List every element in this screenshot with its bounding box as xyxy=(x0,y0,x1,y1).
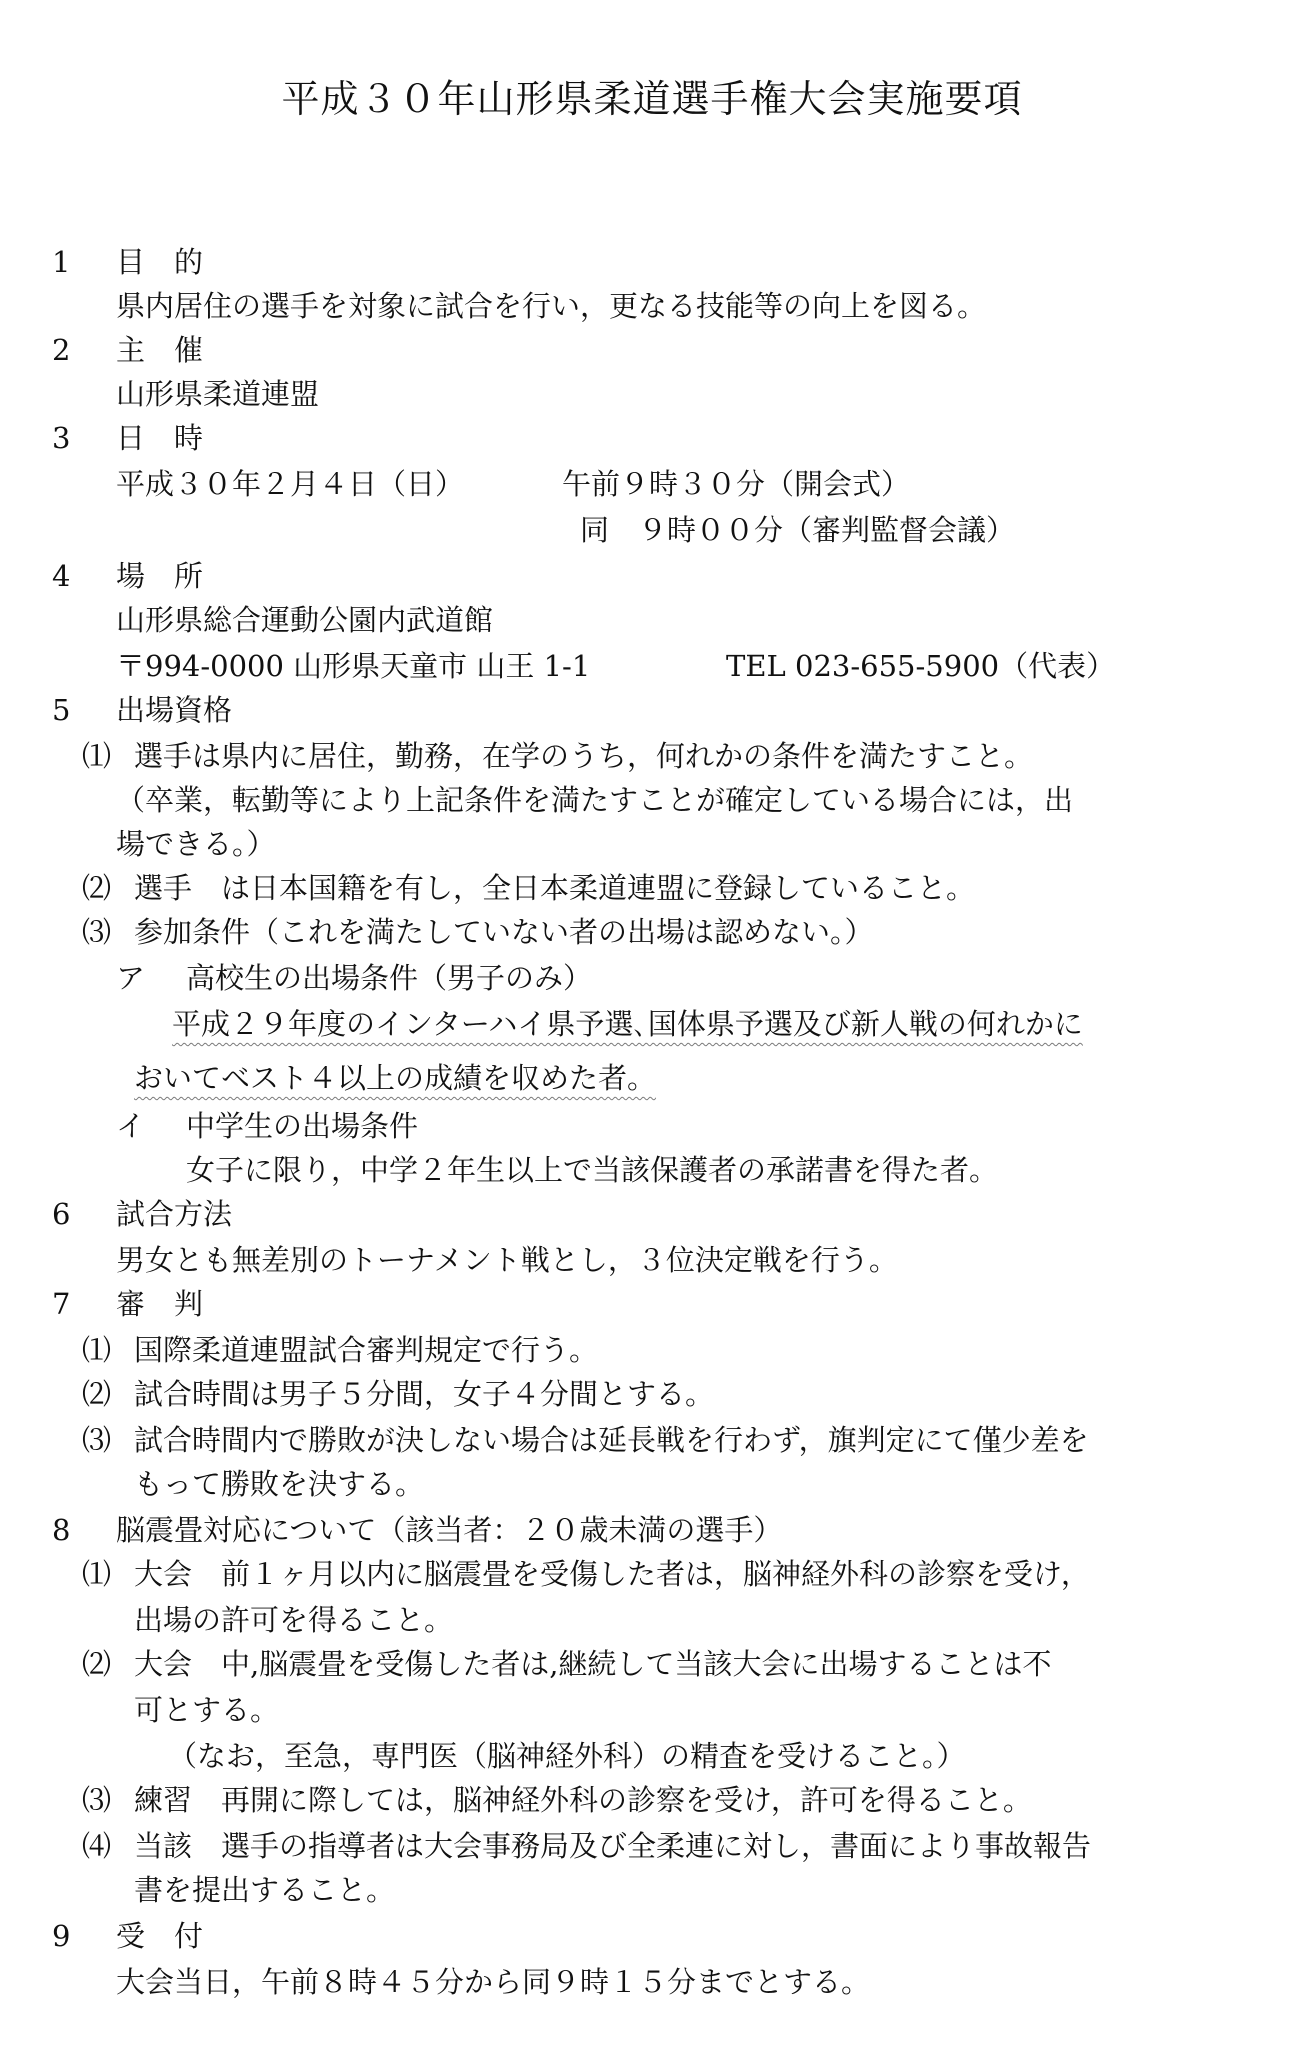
section-5-heading: 出場資格 xyxy=(116,693,233,727)
section-9-body: 大会当日，午前８時４５分から同９時１５分までとする。 xyxy=(116,1965,871,1999)
section-5-item-1-note-line-1: （卒業，転勤等により上記条件を満たすことが確定している場合には，出 xyxy=(116,783,1074,817)
section-7-item-3-number: ⑶ xyxy=(82,1423,112,1457)
section-3-time-meeting: 同 ９時００分（審判監督会議） xyxy=(580,513,1016,547)
section-3-time-opening: 午前９時３０分（開会式） xyxy=(562,467,911,501)
section-3-number: 3 xyxy=(52,421,71,455)
section-5-subitem-a-label: ア xyxy=(116,961,146,995)
section-8-item-2-line-1: 大会 中,脳震畳を受傷した者は,継続して当該大会に出場することは不 xyxy=(134,1647,1052,1681)
section-8-item-2-number: ⑵ xyxy=(82,1647,112,1681)
section-8-item-4-number: ⑷ xyxy=(82,1829,112,1863)
section-5-item-2-number: ⑵ xyxy=(82,871,112,905)
section-7-item-2-text: 試合時間は男子５分間，女子４分間とする。 xyxy=(134,1377,715,1411)
section-5-item-1-number: ⑴ xyxy=(82,739,112,773)
section-7-item-2-number: ⑵ xyxy=(82,1377,112,1411)
section-8-item-3-text: 練習 再開に際しては，脳神経外科の診察を受け，許可を得ること。 xyxy=(134,1783,1032,1817)
section-8-item-1-line-2: 出場の許可を得ること。 xyxy=(134,1603,454,1637)
section-7-item-3-line-1: 試合時間内で勝敗が決しない場合は延長戦を行わず，旗判定にて僅少差を xyxy=(134,1423,1089,1457)
section-5-item-3-text: 参加条件（これを満たしていない者の出場は認めない。） xyxy=(134,915,874,949)
section-number: 1 xyxy=(52,245,71,279)
section-2-number: 2 xyxy=(52,333,71,367)
section-5-item-1-text: 選手は県内に居住，勤務，在学のうち，何れかの条件を満たすこと。 xyxy=(134,739,1034,773)
section-8-number: 8 xyxy=(52,1513,71,1547)
section-5-subitem-a-body-line-2: おいてベスト４以上の成績を収めた者。 xyxy=(134,1061,657,1095)
section-3-date: 平成３０年２月４日（日） xyxy=(116,467,465,501)
section-8-item-4-line-1: 当該 選手の指導者は大会事務局及び全柔連に対し，書面により事故報告 xyxy=(134,1829,1092,1863)
section-7-item-1-number: ⑴ xyxy=(82,1333,112,1367)
section-7-item-3-line-2: もって勝敗を決する。 xyxy=(134,1467,425,1501)
section-8-item-3-number: ⑶ xyxy=(82,1783,112,1817)
section-7-item-1-text: 国際柔道連盟試合審判規定で行う。 xyxy=(134,1333,599,1367)
section-3-heading: 日 時 xyxy=(116,421,204,455)
section-9-number: 9 xyxy=(52,1919,71,1953)
section-5-number: 5 xyxy=(52,693,71,727)
section-9-heading: 受 付 xyxy=(116,1919,204,1953)
section-4-address: 〒994-0000 山形県天童市 山王 1-1 xyxy=(116,649,591,683)
section-5-item-1-note-line-2: 場できる。） xyxy=(116,827,276,861)
section-5-subitem-b-label: イ xyxy=(116,1109,146,1143)
section-2-heading: 主 催 xyxy=(116,333,204,367)
section-7-heading: 審 判 xyxy=(116,1287,204,1321)
section-6-heading: 試合方法 xyxy=(116,1197,233,1231)
section-8-item-4-line-2: 書を提出すること。 xyxy=(134,1873,396,1907)
section-4-heading: 場 所 xyxy=(116,559,204,593)
section-5-item-3-number: ⑶ xyxy=(82,915,112,949)
section-5-item-2-text: 選手 は日本国籍を有し，全日本柔道連盟に登録していること。 xyxy=(134,871,976,905)
section-6-body: 男女とも無差別のトーナメント戦とし，３位決定戦を行う。 xyxy=(116,1243,898,1277)
document-title: 平成３０年山形県柔道選手権大会実施要項 xyxy=(281,77,1023,121)
section-4-number: 4 xyxy=(52,559,71,593)
section-1-header xyxy=(52,242,70,282)
section-1-body: 県内居住の選手を対象に試合を行い，更なる技能等の向上を図る。 xyxy=(116,289,987,323)
section-2-body: 山形県柔道連盟 xyxy=(116,377,320,411)
section-5-subitem-b-text: 中学生の出場条件 xyxy=(186,1109,419,1143)
section-1-heading: 目 的 xyxy=(116,245,204,279)
section-4-venue: 山形県総合運動公園内武道館 xyxy=(116,603,494,637)
section-6-number: 6 xyxy=(52,1197,71,1231)
section-8-item-1-line-1: 大会 前１ヶ月以内に脳震畳を受傷した者は，脳神経外科の診察を受け， xyxy=(134,1557,1090,1591)
section-4-tel: TEL 023-655-5900（代表） xyxy=(726,649,1116,683)
section-5-subitem-b-body: 女子に限り，中学２年生以上で当該保護者の承諾書を得た者。 xyxy=(186,1153,999,1187)
section-8-item-1-number: ⑴ xyxy=(82,1557,112,1591)
section-7-number: 7 xyxy=(52,1287,71,1321)
section-5-subitem-a-body-line-1: 平成２９年度のインターハイ県予選､国体県予選及び新人戦の何れかに xyxy=(172,1007,1083,1041)
section-8-item-2-line-2: 可とする。 xyxy=(134,1693,280,1727)
section-8-item-2-note: （なお，至急，専門医（脳神経外科）の精査を受けること。） xyxy=(168,1739,966,1773)
section-8-heading: 脳震畳対応について（該当者：２０歳未満の選手） xyxy=(116,1513,783,1547)
section-5-subitem-a-text: 高校生の出場条件（男子のみ） xyxy=(186,961,593,995)
